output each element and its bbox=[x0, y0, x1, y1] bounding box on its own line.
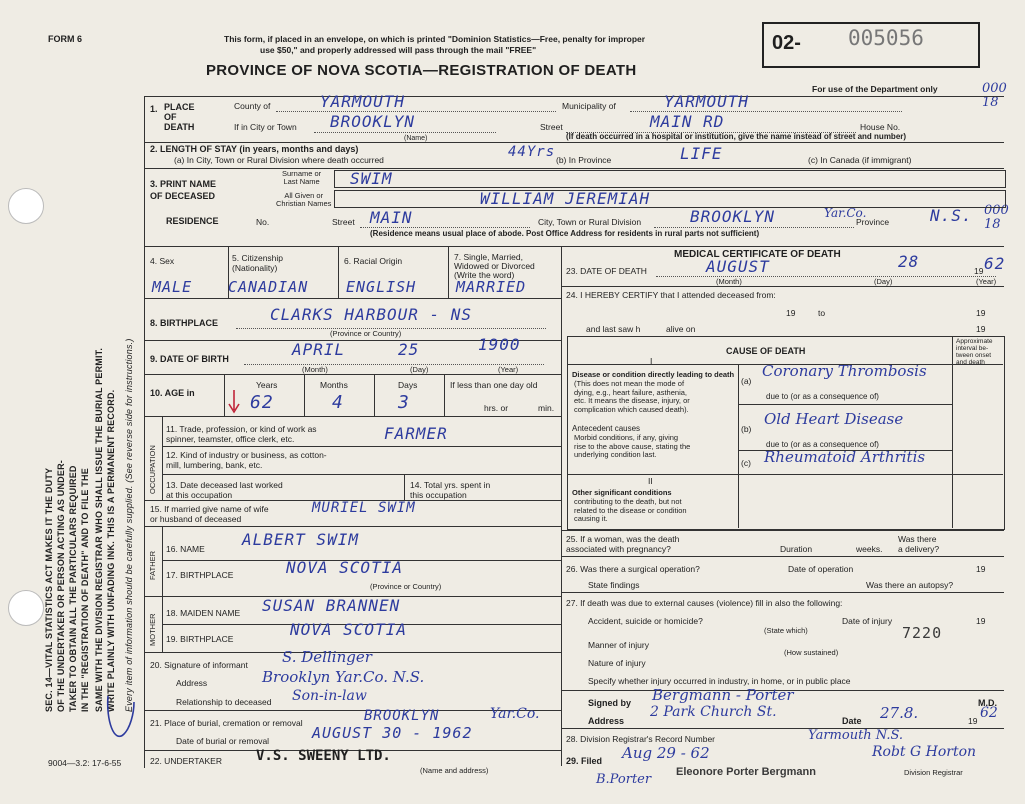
specify-label: Specify whether injury occurred in industry, in home, or in public place bbox=[588, 676, 851, 686]
med-date-year: 62 bbox=[980, 705, 998, 721]
infant-hrs-label: hrs. or bbox=[484, 403, 509, 413]
dob-label: 9. DATE OF BIRTH bbox=[150, 354, 229, 364]
father-name-label: 16. NAME bbox=[166, 544, 205, 554]
burial-date-value: AUGUST 30 - 1962 bbox=[312, 724, 473, 742]
direct-cause-note: (This does not mean the mode of dying, e.g., heart failure, asthenia, etc. It means the disease, injury, or complication which caused death). bbox=[574, 379, 690, 414]
municipality-value: YARMOUTH bbox=[664, 92, 750, 111]
infant-min-label: min. bbox=[538, 403, 555, 413]
residence-street-value: MAIN bbox=[370, 208, 413, 227]
father-name-value: ALBERT SWIM bbox=[242, 530, 359, 549]
father-section-label: FATHER bbox=[148, 550, 157, 580]
q28-value: Yarmouth N.S. bbox=[808, 728, 904, 743]
registrar-signature: Robt G Horton bbox=[872, 744, 977, 760]
undertaker-label: 22. UNDERTAKER bbox=[150, 756, 222, 766]
origin-label: 6. Racial Origin bbox=[344, 256, 403, 266]
accident-label: Accident, suicide or homicide? bbox=[588, 616, 703, 626]
county-value: YARMOUTH bbox=[320, 92, 406, 111]
city-label: If in City or Town bbox=[234, 122, 297, 132]
due-to-1: due to (or as a consequence of) bbox=[766, 392, 879, 401]
cause-b-value: Old Heart Disease bbox=[764, 410, 904, 428]
undertaker-value: V.S. SWEENY LTD. bbox=[256, 748, 391, 764]
dod-year-prefix: 19 bbox=[974, 266, 984, 276]
registrar-label: Division Registrar bbox=[904, 768, 963, 777]
informant-address-label: Address bbox=[176, 678, 208, 688]
place-number: 1. bbox=[150, 104, 158, 114]
mother-maiden-value: SUSAN BRANNEN bbox=[262, 596, 401, 615]
dob-month-sublabel: (Month) bbox=[302, 365, 328, 374]
side-line-2: OF THE UNDERTAKER OR PERSON ACTING AS UNDER- bbox=[56, 460, 66, 712]
age-days-value: 3 bbox=[398, 392, 410, 413]
birthplace-label: 8. BIRTHPLACE bbox=[150, 318, 219, 328]
q25-label: 25. If a woman, was the death associated with pregnancy? bbox=[566, 534, 680, 554]
stay-b-label: (b) In Province bbox=[556, 155, 612, 165]
form-number: FORM 6 bbox=[48, 34, 83, 44]
relationship-value: Son-in-law bbox=[292, 688, 367, 704]
nature-label: Nature of injury bbox=[588, 658, 646, 668]
dod-day-sublabel: (Day) bbox=[874, 277, 893, 286]
med-date-19: 19 bbox=[968, 716, 978, 726]
city-value: BROOKLYN bbox=[330, 112, 416, 131]
dod-day: 28 bbox=[898, 252, 920, 271]
antecedent-note: Morbid conditions, if any, giving rise to the above cause, stating the underlying condition last. bbox=[574, 433, 691, 459]
form-title: PROVINCE OF NOVA SCOTIA—REGISTRATION OF DEATH bbox=[206, 62, 637, 79]
deceased-label: 3. PRINT NAME OF DECEASED bbox=[150, 179, 217, 201]
dod-year-sublabel: (Year) bbox=[976, 277, 997, 286]
hospital-note: (If death occurred in a hospital or institution, give the name instead of street and number) bbox=[566, 132, 907, 141]
injury-date-label: Date of injury bbox=[842, 616, 893, 626]
cause-c-value: Rheumatoid Arthritis bbox=[764, 448, 926, 466]
sex-value: MALE bbox=[152, 278, 193, 296]
dod-month-sublabel: (Month) bbox=[716, 277, 742, 286]
trade-value: FARMER bbox=[384, 424, 448, 443]
stay-label: 2. LENGTH OF STAY (in years, months and days) bbox=[150, 144, 359, 154]
age-label: 10. AGE in bbox=[150, 388, 195, 398]
burial-county-value: Yar.Co. bbox=[490, 706, 540, 722]
stay-c-label: (c) In Canada (if immigrant) bbox=[808, 155, 912, 165]
other-conditions-note: contributing to the death, but not related to the disease or condition causing it. bbox=[574, 497, 687, 523]
years-spent-label: 14. Total yrs. spent in this occupation bbox=[410, 480, 491, 500]
med-address-label: Address bbox=[588, 716, 625, 726]
delivery-label: Was there a delivery? bbox=[898, 534, 940, 554]
last-worked-label: 13. Date deceased last worked at this occupation bbox=[166, 480, 283, 500]
filed-label: 29. Filed bbox=[566, 756, 603, 766]
cause-a-label: (a) bbox=[741, 376, 752, 386]
dod-year: 62 bbox=[984, 254, 1006, 273]
due-to-2: due to (or as a consequence of) bbox=[766, 440, 879, 449]
given-names-value: WILLIAM JEREMIAH bbox=[480, 189, 651, 208]
citizenship-value: CANADIAN bbox=[228, 278, 309, 296]
residence-city-value: BROOKLYN bbox=[690, 207, 776, 226]
weeks-label: weeks. bbox=[856, 544, 883, 554]
origin-value: ENGLISH bbox=[346, 278, 417, 296]
father-birthplace-value: NOVA SCOTIA bbox=[286, 558, 403, 577]
residence-province-label: Province bbox=[856, 217, 890, 227]
residence-label: RESIDENCE bbox=[166, 216, 219, 226]
given-names-label: All Given or Christian Names bbox=[276, 191, 332, 208]
dod-month: AUGUST bbox=[706, 257, 770, 276]
stay-b-value: LIFE bbox=[680, 144, 723, 163]
sex-label: 4. Sex bbox=[150, 256, 175, 266]
residence-city-label: City, Town or Rural Division bbox=[538, 217, 642, 227]
surname-label: Surname or Last Name bbox=[282, 169, 322, 186]
how-sustained-label: (How sustained) bbox=[784, 648, 839, 657]
form-code: 9004—3.2: 17-6-55 bbox=[48, 758, 122, 768]
md-label: M.D. bbox=[978, 698, 997, 708]
residence-no-label: No. bbox=[256, 217, 270, 227]
b-porter-signature: B.Porter bbox=[596, 772, 652, 787]
med-date-label: Date bbox=[842, 716, 862, 726]
signed-label: Signed by bbox=[588, 698, 632, 708]
dob-day: 25 bbox=[398, 340, 420, 359]
alive-on-label: alive on bbox=[666, 324, 696, 334]
duration-label: Duration bbox=[780, 544, 813, 554]
last-saw-label: and last saw h bbox=[586, 324, 641, 334]
certify-to-label: to bbox=[818, 308, 826, 318]
side-line-5: SAME WITH THE DIVISION REGISTRAR WHO SHALL ISSUE THE BURIAL PERMIT. bbox=[94, 347, 104, 712]
dob-year-sublabel: (Year) bbox=[498, 365, 519, 374]
punch-hole-bottom bbox=[8, 590, 44, 626]
stay-a-value: 44Yrs bbox=[508, 144, 556, 160]
q28-label: 28. Division Registrar's Record Number bbox=[566, 734, 716, 744]
antecedent-label: Antecedent causes bbox=[572, 424, 641, 433]
interval-label: Approximate interval be- tween onset and death bbox=[956, 338, 993, 366]
manner-label: Manner of injury bbox=[588, 640, 649, 650]
medical-title: MEDICAL CERTIFICATE OF DEATH bbox=[674, 249, 841, 260]
marital-value: MARRIED bbox=[456, 278, 527, 296]
certify-19-b: 19 bbox=[976, 308, 986, 318]
mother-birthplace-value: NOVA SCOTIA bbox=[290, 620, 407, 639]
burial-place-value: BROOKLYN bbox=[364, 708, 440, 724]
operation-19: 19 bbox=[976, 564, 986, 574]
code-value: 7220 bbox=[902, 624, 943, 642]
trade-label: 11. Trade, profession, or kind of work as spinner, teamster, office clerk, etc. bbox=[166, 424, 317, 444]
roman-one: I bbox=[650, 356, 653, 366]
envelope-note-2: use $50," and properly addressed will pass through the mail "FREE" bbox=[260, 45, 537, 55]
certify-19-c: 19 bbox=[976, 324, 986, 334]
street-label: Street bbox=[540, 122, 563, 132]
informant-sig-value: S. Dellinger bbox=[282, 648, 372, 666]
house-label: House No. bbox=[860, 122, 901, 132]
father-birthplace-label: 17. BIRTHPLACE bbox=[166, 570, 234, 580]
registration-prefix: 02- bbox=[772, 32, 801, 54]
birthplace-value: CLARKS HARBOUR - NS bbox=[270, 305, 473, 324]
registration-number: 005056 bbox=[848, 26, 924, 50]
cause-b-label: (b) bbox=[741, 424, 752, 434]
spouse-label: 15. If married give name of wife or husband of deceased bbox=[150, 504, 269, 524]
certify-19-a: 19 bbox=[786, 308, 796, 318]
side-line-1: SEC. 14—VITAL STATISTICS ACT MAKES IT THE DUTY bbox=[44, 467, 54, 712]
signed-value: Bergmann - Porter bbox=[652, 686, 794, 704]
citizenship-label: 5. Citizenship (Nationality) bbox=[232, 253, 284, 273]
age-months-value: 4 bbox=[332, 392, 344, 413]
certify-label: 24. I HEREBY CERTIFY that I attended deceased from: bbox=[566, 290, 776, 300]
county-label: County of bbox=[234, 101, 271, 111]
stamp-name: Eleonore Porter Bergmann bbox=[676, 766, 816, 778]
birthplace-sublabel: (Province or Country) bbox=[330, 329, 402, 338]
infant-label: If less than one day old bbox=[450, 380, 538, 390]
department-use-label: For use of the Department only bbox=[812, 84, 938, 94]
operation-date-label: Date of operation bbox=[788, 564, 854, 574]
burial-place-label: 21. Place of burial, cremation or removal bbox=[150, 718, 303, 728]
father-birthplace-sublabel: (Province or Country) bbox=[370, 582, 442, 591]
cause-a-value: Coronary Thrombosis bbox=[762, 362, 927, 380]
age-months-label: Months bbox=[320, 380, 348, 390]
age-days-label: Days bbox=[398, 380, 418, 390]
marital-label: 7. Single, Married, Widowed or Divorced (Write the word) bbox=[454, 252, 535, 280]
dob-year: 1900 bbox=[478, 335, 521, 354]
side-line-7: Every item of information should be carefully supplied. (See reverse side for instructions.) bbox=[124, 338, 134, 712]
age-years-value: 62 bbox=[250, 392, 274, 413]
spouse-value: MURIEL SWIM bbox=[312, 500, 416, 516]
side-line-6: WRITE PLAINLY WITH UNFADING INK. THIS IS A PERMANENT RECORD. bbox=[106, 389, 116, 712]
med-address-value: 2 Park Church St. bbox=[650, 704, 777, 720]
department-code-1: 000 18 bbox=[982, 81, 1007, 110]
side-line-4: IN THE "REGISTRATION OF DEATH" AND TO FILE THE bbox=[80, 468, 90, 712]
envelope-note-1: This form, if placed in an envelope, on which is printed "Dominion Statistics—Free, penalty for improper bbox=[224, 34, 646, 44]
roman-two: II bbox=[648, 476, 653, 486]
municipality-label: Municipality of bbox=[562, 101, 616, 111]
state-which-label: (State which) bbox=[764, 626, 808, 635]
injury-19: 19 bbox=[976, 616, 986, 626]
department-code-2: 000 18 bbox=[984, 203, 1009, 232]
name-sublabel: (Name) bbox=[404, 135, 428, 142]
stay-a-label: (a) In City, Town or Rural Division where death occurred bbox=[174, 155, 384, 165]
other-conditions-label: Other significant conditions bbox=[572, 488, 672, 497]
dob-day-sublabel: (Day) bbox=[410, 365, 429, 374]
residence-county-abbr: Yar.Co. bbox=[824, 206, 867, 220]
state-findings-label: State findings bbox=[588, 580, 640, 590]
undertaker-sublabel: (Name and address) bbox=[420, 766, 489, 775]
direct-cause-label: Disease or condition directly leading to death bbox=[572, 370, 735, 379]
blue-check-mark bbox=[104, 690, 138, 750]
dob-month: APRIL bbox=[292, 340, 346, 359]
autopsy-label: Was there an autopsy? bbox=[866, 580, 954, 590]
cause-title: CAUSE OF DEATH bbox=[726, 346, 806, 356]
occupation-section-label: OCCUPATION bbox=[148, 445, 157, 494]
q26-label: 26. Was there a surgical operation? bbox=[566, 564, 700, 574]
mother-birthplace-label: 19. BIRTHPLACE bbox=[166, 634, 234, 644]
punch-hole-top bbox=[8, 188, 44, 224]
industry-label: 12. Kind of industry or business, as cotton- mill, lumbering, bank, etc. bbox=[166, 450, 327, 470]
street-value: MAIN RD bbox=[650, 112, 725, 131]
residence-province-value: N.S. bbox=[930, 206, 973, 225]
dod-label: 23. DATE OF DEATH bbox=[566, 266, 647, 276]
residence-street-label: Street bbox=[332, 217, 355, 227]
red-check-mark bbox=[226, 388, 242, 416]
age-years-label: Years bbox=[256, 380, 278, 390]
mother-section-label: MOTHER bbox=[148, 613, 157, 646]
informant-address-value: Brooklyn Yar.Co. N.S. bbox=[262, 668, 425, 686]
q27-label: 27. If death was due to external causes (violence) fill in also the following: bbox=[566, 598, 843, 608]
place-label: PLACE OF DEATH bbox=[164, 102, 195, 132]
med-date-value: 27.8. bbox=[880, 704, 919, 722]
surname-value: SWIM bbox=[350, 169, 393, 188]
relationship-label: Relationship to deceased bbox=[176, 697, 272, 707]
burial-date-label: Date of burial or removal bbox=[176, 736, 270, 746]
side-line-3: TAKER TO OBTAIN ALL THE PARTICULARS REQUIRED bbox=[68, 465, 78, 712]
informant-sig-label: 20. Signature of informant bbox=[150, 660, 248, 670]
mother-maiden-label: 18. MAIDEN NAME bbox=[166, 608, 241, 618]
residence-note: (Residence means usual place of abode. Post Office Address for residents in rural parts not sufficient) bbox=[370, 229, 760, 238]
cause-c-label: (c) bbox=[741, 458, 751, 468]
filed-value: Aug 29 - 62 bbox=[622, 744, 710, 762]
